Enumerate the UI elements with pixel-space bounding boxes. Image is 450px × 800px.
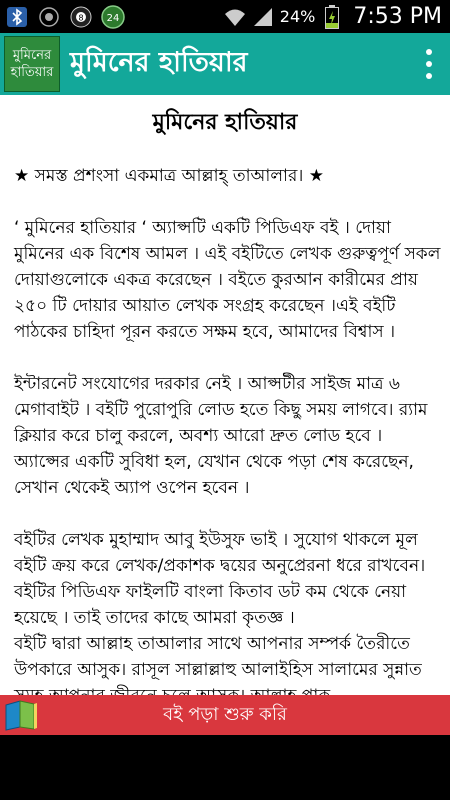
start-reading-label: বই পড়া শুরু করি xyxy=(163,703,287,725)
battery-percent: 24% xyxy=(279,7,316,26)
app-bar xyxy=(0,33,450,95)
tagline: ★ সমস্ত প্রশংসা একমাত্র আল্লাহ্‌ তাআলার। ★ xyxy=(14,166,325,186)
overflow-menu-icon[interactable] xyxy=(424,49,434,79)
eight-ball-icon xyxy=(70,6,92,28)
clock: 7:53 PM xyxy=(353,4,442,29)
paragraph-info: ইন্টারনেট সংযোগের দরকার নেই । আপ্সটীর সাইজ মাত্র ৬ মেগাবাইট । বইটি পুরোপুরি লোড হতে কিছু সময় লাগবে। র‍্যাম ক্লিয়ার করে চালু করলে, অবশ্য আরো দ্রুত লোড হবে । অ্যাপ্সের একটি সুবিধা হল, যেখান থেকে পড়া শেষ করেছেন, সেখান থেকেই অ্যাপ ওপেন হবেন । xyxy=(14,374,428,498)
bottom-blank-area xyxy=(0,735,450,800)
book-icon xyxy=(4,699,40,731)
wifi-icon xyxy=(224,6,246,28)
app-logo-line1: মুমিনের xyxy=(12,48,52,63)
app-logo[interactable] xyxy=(4,36,60,92)
battery-charging-icon xyxy=(321,6,343,28)
bluetooth-app-icon xyxy=(6,6,28,28)
paragraph-prayer: বইটি দ্বারা আল্লাহ তাআলার সাথে আপনার সম্পর্ক তৈরীতে উপকারে আসুক। রাসূল সাল্লাল্লাহু আলাইহিস সালামের সুন্নাত xyxy=(14,634,422,680)
app-title: মুমিনের হাতিয়ার xyxy=(70,46,248,78)
svg-text:24: 24 xyxy=(106,12,120,24)
paragraph-intro: ‘ মুমিনের হাতিয়ার ‘ অ্যাপ্সটি একটি পিডিএফ বই । দোয়া মুমিনের এক বিশেষ আমল । এই বইটিতে লেখক গুরুত্বপূর্ণ সকল দোয়াগুলোকে একত্র করেছেন । বইতে কুরআন কারীমের প্রায় ২৫০ টি দোয়ার আয়াত লেখক সংগ্রহ করেছেন ।এই বইটি পাঠকের চাহিদা পূরন করতে সক্ষম হবে, আমাদের বিশ্বাস । xyxy=(14,218,441,342)
content-area[interactable] xyxy=(0,95,450,695)
page-title: মুমিনের হাতিয়ার xyxy=(152,110,298,135)
paragraph-author: বইটির লেখক মুহাম্মাদ আবু ইউসুফ ভাই । সুযোগ থাকলে মূল বইটি ক্রয় করে লেখক/প্রকাশক দ্বয়ের অনুপ্রেরনা ধরে রাখবেন। বইটির পিডিএফ ফাইলটি বাংলা কিতাব ডট কম থেকে নেয়া হয়েছে । তাই তাদের কাছে আমরা কৃতজ্ঞ । xyxy=(14,530,426,628)
signal-icon xyxy=(252,6,274,28)
svg-text:8: 8 xyxy=(78,13,84,22)
app-logo-line2: হাতিয়ার xyxy=(10,65,54,80)
status-bar xyxy=(0,0,450,33)
start-reading-button[interactable] xyxy=(0,695,450,735)
gps-icon xyxy=(38,6,60,28)
number-badge-icon xyxy=(102,6,124,28)
